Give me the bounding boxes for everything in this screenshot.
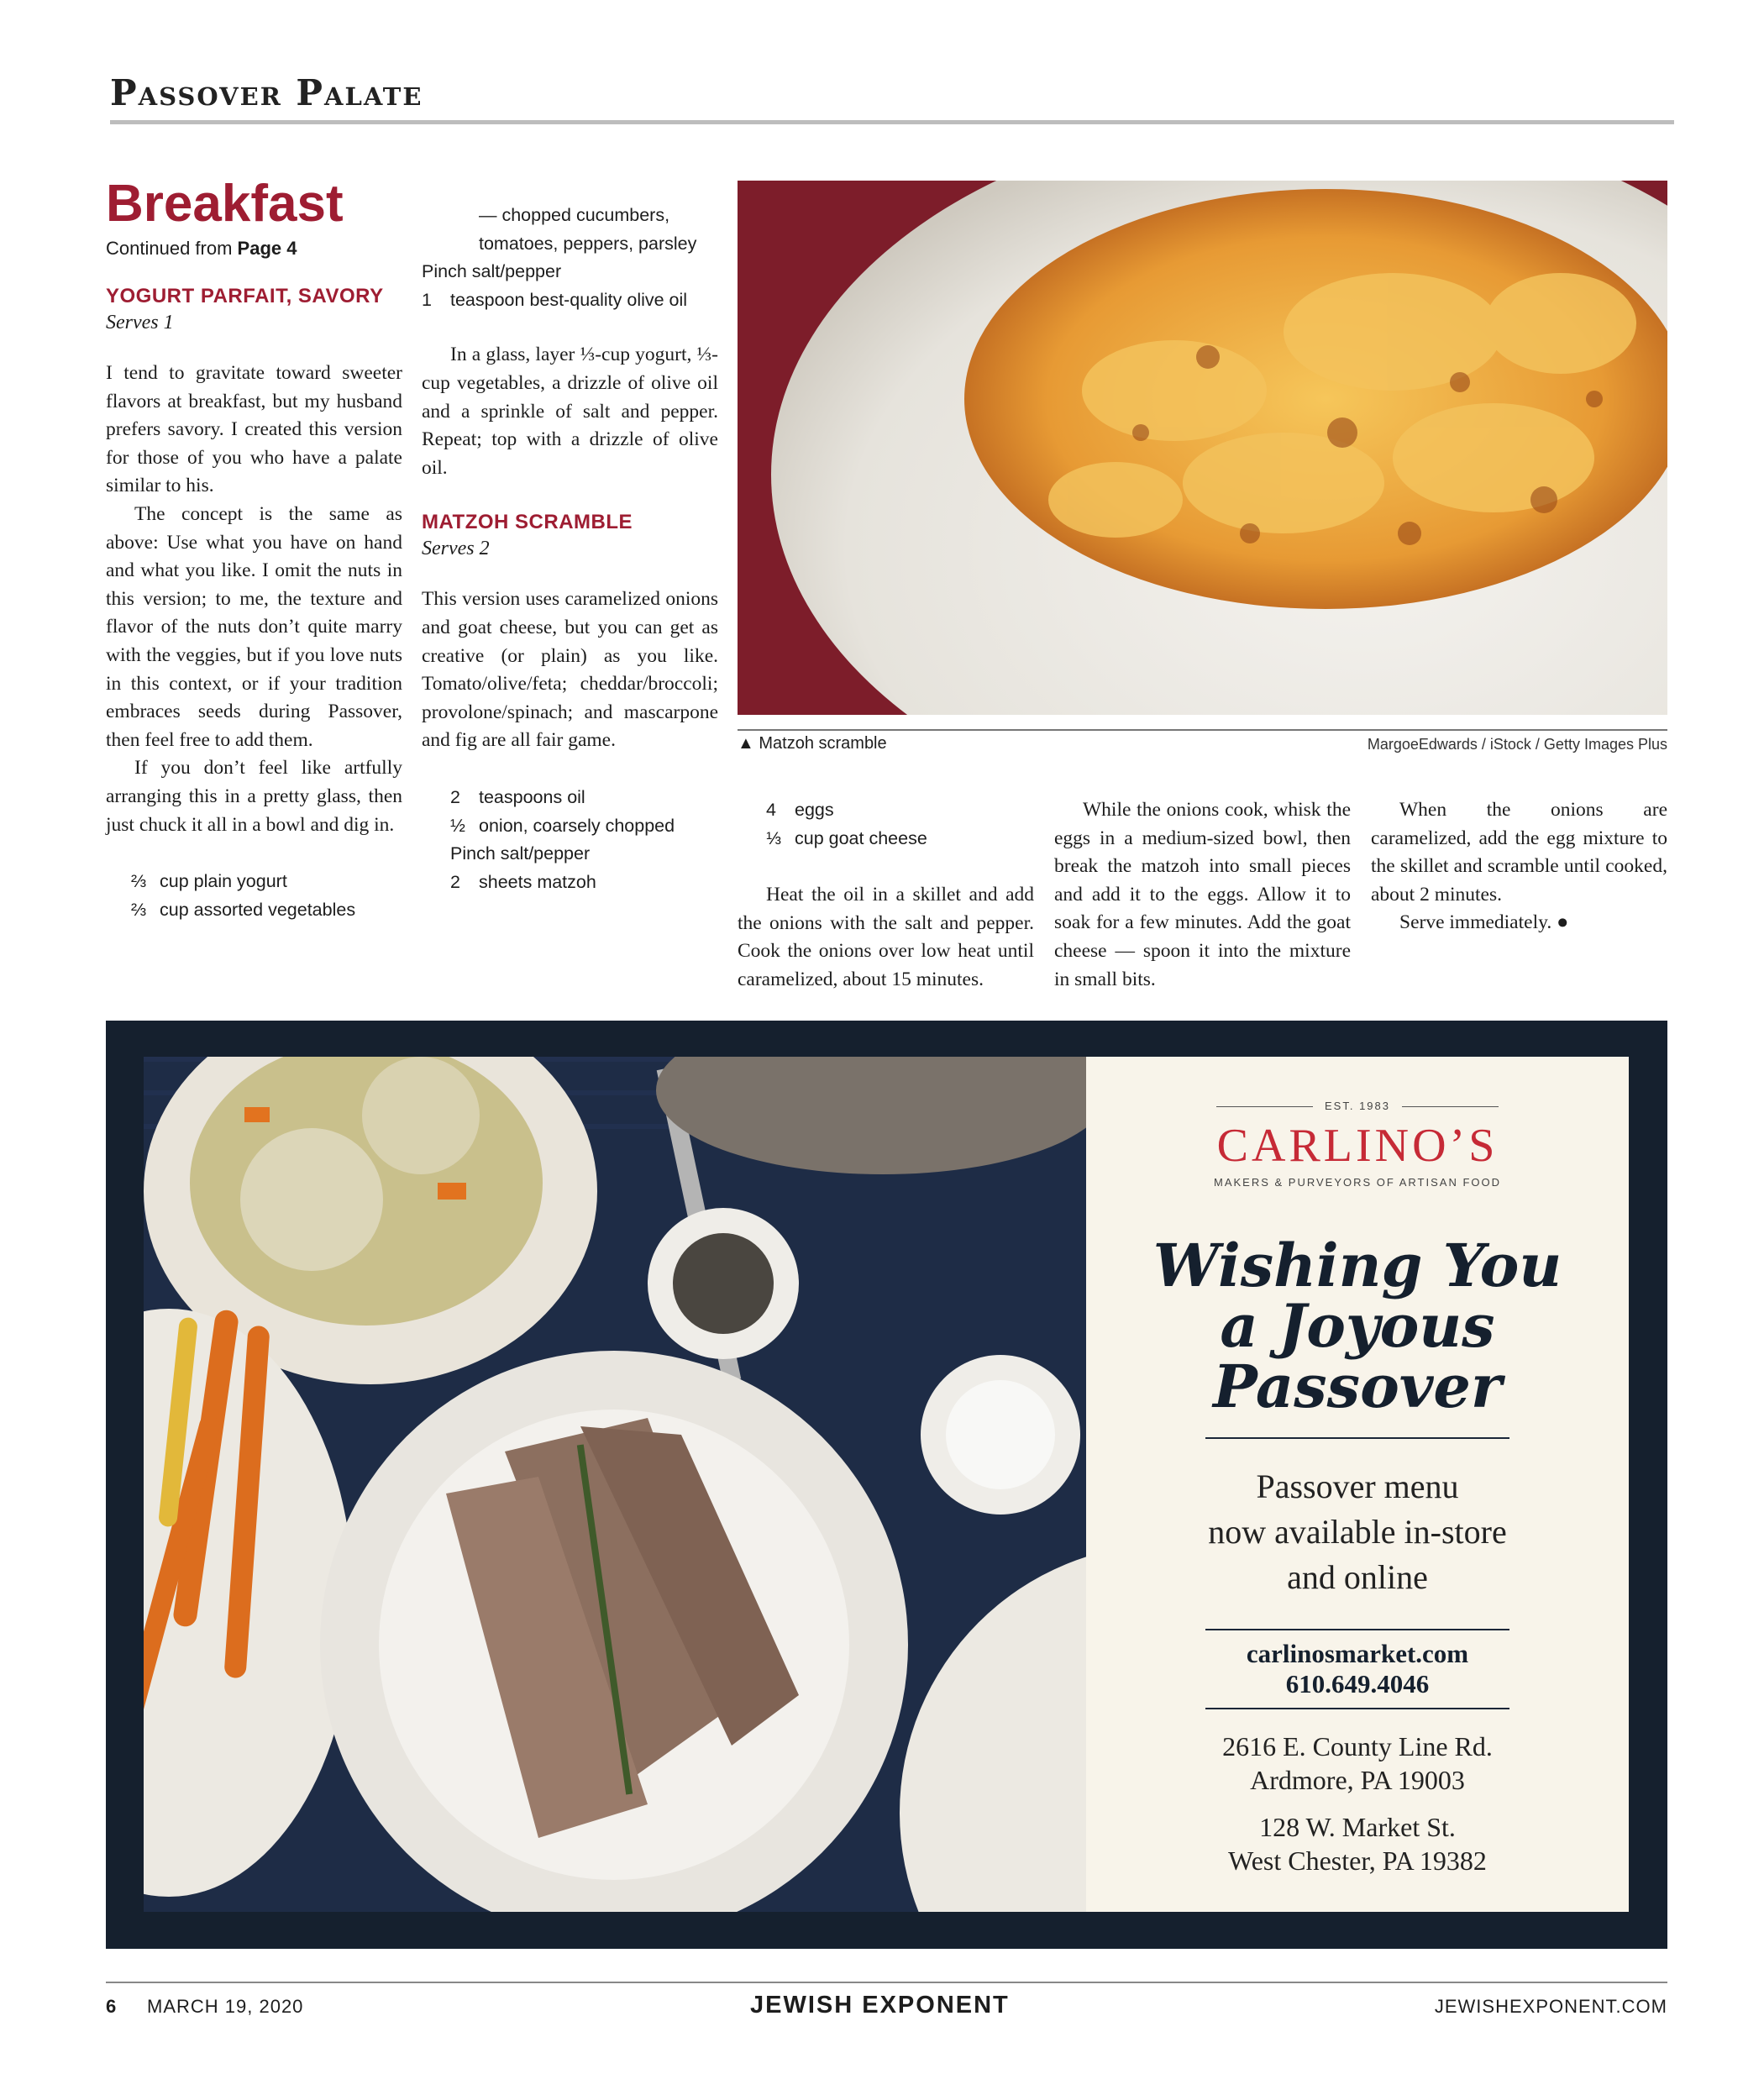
ad-divider: [1205, 1437, 1509, 1439]
ingredient-item: [422, 258, 718, 286]
ingredient-item: [450, 784, 718, 812]
parfait-ingredients: [106, 868, 402, 933]
page-number: 6: [106, 1996, 117, 2017]
end-dot-icon: ●: [1557, 911, 1569, 934]
passover-meal-illustration: [144, 1057, 1086, 1912]
continued-prefix: Continued from: [106, 238, 238, 260]
ingredient-text: cup assorted vegetables: [160, 899, 356, 920]
continued-note: [106, 238, 402, 260]
address-line: 128 W. Market St.: [1259, 1812, 1456, 1842]
recipe-title-scramble: MATZOH SCRAMBLE: [422, 511, 633, 534]
parfait-method: In a glass, layer ⅓-cup yogurt, ⅓-cup vegetables, a drizzle of olive oil and a sprinkle of salt and pepper. Repeat; top with a drizzle of olive oil.: [422, 344, 718, 479]
address-line: Ardmore, PA 19003: [1250, 1765, 1465, 1795]
ingredient-qty: ⅓: [766, 827, 781, 848]
parfait-ingredients-more: [422, 258, 718, 314]
ingredient-text: Pinch salt/pepper: [422, 261, 562, 282]
header-rule: [110, 120, 1674, 124]
store-address-west-chester: [1086, 1810, 1629, 1877]
photo-caption: ▲ Matzoh scramble: [738, 734, 887, 753]
article-column-4: [1054, 796, 1351, 994]
continued-page: Page 4: [237, 238, 297, 260]
article-column-1: [106, 176, 402, 933]
address-line: West Chester, PA 19382: [1228, 1845, 1487, 1876]
wish-line: a Joyous: [1220, 1291, 1495, 1361]
est-line: [1086, 1099, 1629, 1114]
ingredient-item: [766, 825, 1034, 853]
store-address-ardmore: [1086, 1730, 1629, 1797]
ingredient-item: [450, 812, 718, 841]
ingredient-qty: 1: [422, 289, 432, 310]
article-column-2: [422, 202, 718, 896]
ad-divider: [1205, 1629, 1509, 1630]
article-headline: Breakfast: [106, 175, 344, 233]
ingredient-item: [131, 896, 428, 933]
article-column-5: [1371, 796, 1667, 937]
est-year: EST. 1983: [1325, 1100, 1390, 1112]
ad-text-panel: [1086, 1057, 1629, 1912]
address-line: 2616 E. County Line Rd.: [1222, 1731, 1493, 1761]
publication-website[interactable]: JEWISHEXPONENT.COM: [1434, 1996, 1667, 2017]
matzoh-scramble-photo: [738, 181, 1667, 715]
brand-logo: CARLINO’S: [1216, 1120, 1499, 1172]
ingredient-qty: 2: [450, 871, 460, 892]
section-title: Passover Palate: [110, 72, 423, 113]
ad-website[interactable]: carlinosmarket.com: [1246, 1639, 1469, 1668]
serves-scramble: Serves 2: [422, 538, 490, 560]
scramble-method: When the onions are caramelized, add the egg mixture to the skillet and scramble until cooked, about 2 minutes.: [1371, 799, 1667, 906]
parfait-ingredients-cont: [422, 202, 718, 258]
ingredient-qty: ⅔: [131, 871, 146, 892]
ingredient-qty: 2: [450, 786, 460, 807]
ingredient-text: teaspoon best-quality olive oil: [450, 289, 688, 310]
ad-phone[interactable]: 610.649.4046: [1285, 1669, 1430, 1698]
scramble-ingredients-cont: [738, 796, 1034, 853]
ingredient-text: cup goat cheese: [795, 827, 927, 848]
ingredient-item: [766, 796, 1034, 825]
footer-rule: [106, 1982, 1667, 1983]
ingredient-qty: 4: [766, 800, 776, 820]
publication-name: JEWISH EXPONENT: [750, 1992, 1010, 2019]
ingredient-item: [131, 868, 402, 896]
wish-headline: [1086, 1231, 1629, 1421]
ingredient-text: sheets matzoh: [479, 871, 596, 892]
brand-tagline: MAKERS & PURVEYORS OF ARTISAN FOOD: [1213, 1176, 1502, 1189]
scramble-method: [1371, 909, 1667, 937]
menu-line: and online: [1287, 1558, 1428, 1596]
matzoh-scramble-illustration: [738, 181, 1667, 715]
ingredient-item: [450, 869, 718, 897]
scramble-method: While the onions cook, whisk the eggs in a medium-sized bowl, then break the matzoh into small pieces and add it to the eggs. Allow it to soak for a few minutes. Add the goat cheese — spoon it into the mixture in small bits.: [1054, 799, 1351, 990]
scramble-ingredients: [422, 784, 718, 896]
ingredient-item: [450, 840, 718, 869]
recipe-title-parfait: YOGURT PARFAIT, SAVORY: [106, 285, 384, 308]
serves-parfait: Serves 1: [106, 312, 174, 334]
ingredient-qty: ⅔: [131, 899, 146, 920]
parfait-paragraph: I tend to gravitate toward sweeter flavors at breakfast, but my husband prefers savory. I created this version for those of you who have a palate similar to his.: [106, 362, 402, 497]
ingredient-text: onion, coarsely chopped: [479, 815, 675, 836]
ad-divider: [1205, 1708, 1509, 1709]
ingredient-continuation: [450, 202, 718, 258]
parfait-paragraph: The concept is the same as above: Use what you have on hand and what you like. I omit the nuts in this version; to me, the texture and flavor of the nuts don’t quite marry with the veggies, but if you love nuts in this context, or if your tradition embraces seeds during Passover, then feel free to add them.: [106, 503, 402, 751]
ingredient-item: [422, 286, 718, 315]
ad-food-photo: [144, 1057, 1086, 1912]
ingredient-text-cont: — chopped cucumbers, tomatoes, peppers, parsley: [479, 205, 697, 254]
issue-date: MARCH 19, 2020: [147, 1996, 304, 2017]
menu-message: [1086, 1464, 1629, 1600]
menu-line: Passover menu: [1256, 1467, 1459, 1505]
photo-credit: MargoeEdwards / iStock / Getty Images Plus: [1367, 736, 1667, 753]
wish-line: Wishing You: [1152, 1231, 1562, 1300]
ingredient-qty: ½: [450, 815, 465, 836]
scramble-intro: This version uses caramelized onions and goat cheese, but you can get as creative (or plain) as you like. Tomato/olive/feta; cheddar/broccoli; provolone/spinach; and mascarpone and fig are all fair game.: [422, 588, 718, 752]
ingredient-text: Pinch salt/pepper: [450, 843, 591, 864]
scramble-method: Heat the oil in a skillet and add the onions with the salt and pepper. Cook the onions over low heat until caramelized, about 15 minutes.: [738, 884, 1034, 990]
ingredient-text: eggs: [795, 800, 834, 820]
ingredient-text: cup plain yogurt: [160, 871, 287, 892]
parfait-paragraph: If you don’t feel like artfully arranging this in a pretty glass, then just chuck it all in a bowl and dig in.: [106, 757, 402, 836]
caption-rule: [738, 729, 1667, 731]
wish-line: Passover: [1213, 1352, 1502, 1421]
menu-line: now available in-store: [1208, 1513, 1507, 1551]
article-column-3: [738, 796, 1034, 995]
ingredient-text: teaspoons oil: [479, 786, 585, 807]
serve-text: Serve immediately.: [1399, 911, 1552, 934]
